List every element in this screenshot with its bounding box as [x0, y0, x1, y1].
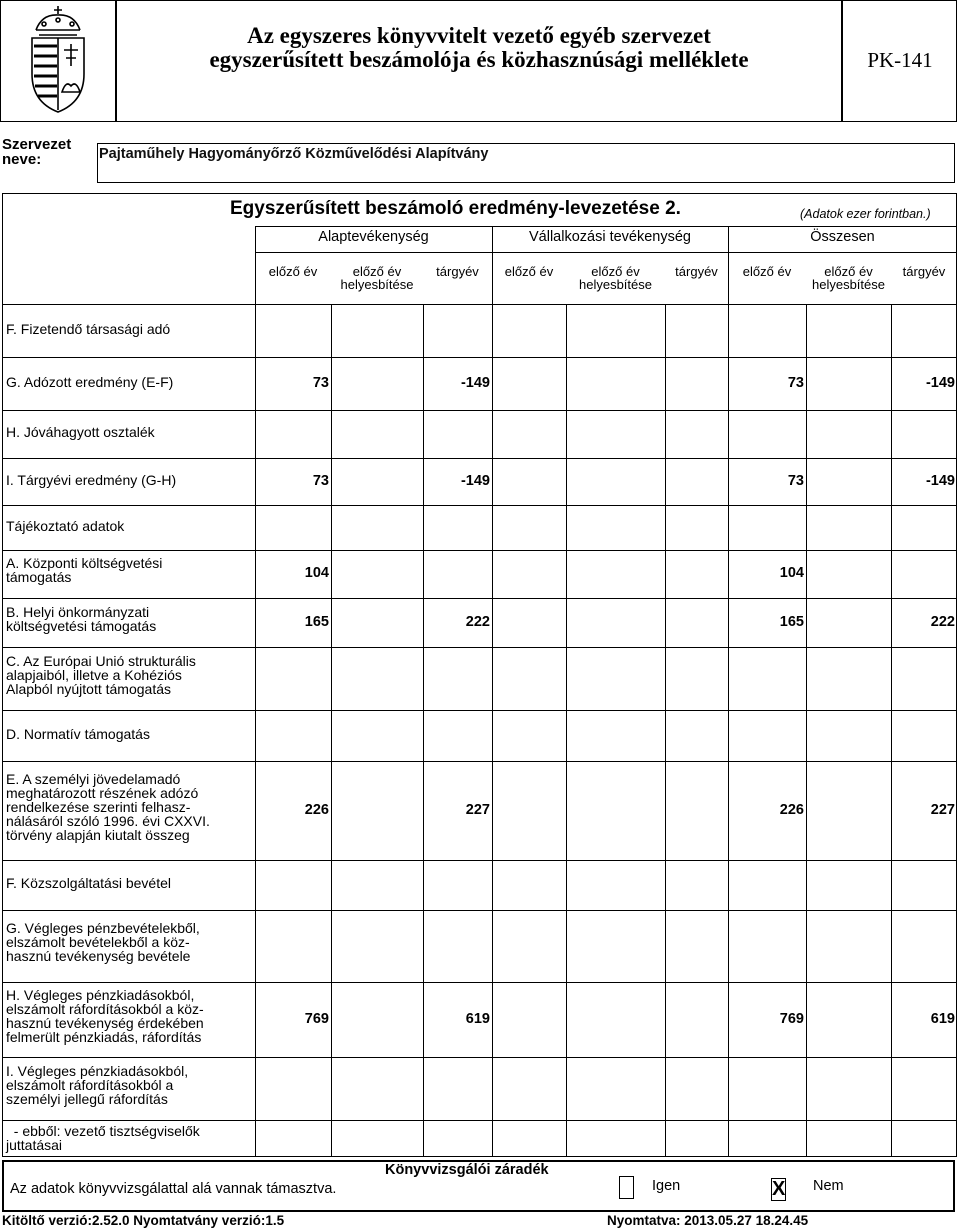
- column-header: [887, 265, 960, 278]
- row-label-line: I. Végleges pénzkiadásokból,: [6, 1063, 189, 1079]
- row-label: [6, 425, 254, 439]
- table-cell[interactable]: 227: [930, 802, 955, 818]
- column-divider: [665, 304, 666, 1157]
- table-cell[interactable]: 226: [779, 802, 804, 818]
- row-label-line: nálásáról szóló 1996. évi CXXVI.: [6, 813, 210, 829]
- form-title-line2: egyszerűsített beszámolója és közhasznúsági melléklete: [209, 47, 749, 72]
- row-label-line: rendelkezése szerinti felhasz-: [6, 799, 191, 815]
- table-cell[interactable]: 619: [930, 1011, 955, 1027]
- column-header-line1: előző év: [824, 264, 873, 279]
- group-header: Vállalkozási tevékenység: [528, 229, 691, 245]
- column-divider: [728, 304, 729, 1157]
- column-divider: [423, 304, 424, 1157]
- column-header-line1: előző év: [742, 264, 792, 279]
- row-label: [6, 988, 254, 1044]
- row-rule: [2, 860, 957, 861]
- audit-clause-title: Könyvvizsgálói záradék: [385, 1162, 549, 1178]
- row-label-line: D. Normatív támogatás: [6, 726, 150, 742]
- row-label: [6, 921, 254, 963]
- row-label: [6, 473, 254, 487]
- row-label-line: Alapból nyújtott támogatás: [6, 681, 171, 697]
- table-cell[interactable]: 165: [779, 614, 804, 630]
- table-cell[interactable]: 227: [465, 802, 490, 818]
- table-cell[interactable]: 73: [787, 375, 804, 391]
- column-header-line1: tárgyév: [436, 264, 479, 279]
- row-label-line: személyi jellegű ráfordítás: [6, 1091, 168, 1107]
- print-timestamp: Nyomtatva: 2013.05.27 18.24.45: [607, 1213, 809, 1228]
- column-header-line2: helyesbítése: [579, 277, 652, 292]
- header-divider-left: [115, 0, 117, 122]
- header-rule: [255, 226, 957, 227]
- table-cell[interactable]: -149: [460, 473, 490, 489]
- coat-of-arms-icon: [22, 4, 94, 116]
- audit-no-label: Nem: [813, 1178, 844, 1194]
- column-header: [802, 265, 895, 291]
- audit-clause-text: Az adatok könyvvizsgálattal alá vannak támasztva.: [10, 1181, 337, 1197]
- column-divider: [891, 304, 892, 1157]
- row-rule: [2, 598, 957, 599]
- row-label-line: költségvetési támogatás: [6, 618, 157, 634]
- table-cell[interactable]: 73: [312, 473, 329, 489]
- organization-label: [2, 137, 71, 167]
- version-info: Kitöltő verzió:2.52.0 Nyomtatvány verzió:1.5: [2, 1213, 285, 1228]
- table-cell[interactable]: 222: [930, 614, 955, 630]
- form-title-line1: Az egyszeres könyvvitelt vezető egyéb szervezet: [247, 23, 711, 48]
- column-divider: [255, 304, 256, 1157]
- row-label: [6, 654, 254, 696]
- table-cell[interactable]: 619: [465, 1011, 490, 1027]
- row-label-line: felmerült pénzkiadás, ráfordítás: [6, 1029, 202, 1045]
- column-divider: [492, 304, 493, 1157]
- table-cell[interactable]: 226: [304, 802, 329, 818]
- unit-note: (Adatok ezer forintban.): [800, 207, 931, 221]
- row-label: [6, 322, 254, 336]
- row-label-line: elszámolt bevételekből a köz-: [6, 934, 190, 950]
- row-label: [6, 375, 254, 389]
- form-title: [118, 24, 840, 72]
- table-cell[interactable]: 73: [787, 473, 804, 489]
- table-cell[interactable]: 104: [779, 565, 804, 581]
- table-cell[interactable]: 104: [304, 565, 329, 581]
- table-cell[interactable]: -149: [460, 375, 490, 391]
- column-header-line1: előző év: [591, 264, 640, 279]
- column-header-line2: helyesbítése: [340, 277, 414, 292]
- row-rule: [2, 410, 957, 411]
- audit-yes-checkbox[interactable]: [619, 1176, 634, 1199]
- column-header: [562, 265, 669, 291]
- row-label: [6, 772, 254, 842]
- row-label-line: törvény alapján kiutalt összeg: [6, 827, 190, 843]
- row-label-line: C. Az Európai Unió strukturális: [6, 653, 196, 669]
- table-title: Egyszerűsített beszámoló eredmény-levezetése 2.: [230, 198, 681, 219]
- row-label-line: H. Végleges pénzkiadásokból,: [6, 987, 195, 1003]
- column-header: [661, 265, 732, 278]
- column-header: [724, 265, 810, 278]
- row-label-line: elszámolt ráfordításokból a köz-: [6, 1001, 204, 1017]
- row-label-line: meghatározott részének adózó: [6, 785, 199, 801]
- row-rule: [2, 710, 957, 711]
- row-label-line: hasznú tevékenység bevétele: [6, 948, 191, 964]
- group-rule: [255, 252, 957, 253]
- row-label-line: F. Fizetendő társasági adó: [6, 321, 171, 337]
- group-header: Alaptevékenység: [318, 229, 429, 245]
- organization-label-line1: Szervezet: [2, 136, 72, 153]
- column-header: [419, 265, 496, 278]
- column-header-line1: tárgyév: [902, 264, 946, 279]
- row-label-line: támogatás: [6, 569, 72, 585]
- column-divider: [806, 304, 807, 1157]
- audit-no-checkbox[interactable]: X: [772, 1178, 786, 1200]
- row-label-line: A. Központi költségvetési: [6, 555, 163, 571]
- audit-yes-label: Igen: [652, 1178, 681, 1194]
- row-label: [6, 556, 254, 584]
- column-divider: [566, 304, 567, 1157]
- row-label-line: G. Adózott eredmény (E-F): [6, 374, 174, 390]
- organization-name-value: Pajtaműhely Hagyományőrző Közművelődési Alapítvány: [99, 146, 489, 162]
- group-header: Összesen: [810, 229, 875, 245]
- column-header: [488, 265, 570, 278]
- row-label-line: Tájékoztató adatok: [6, 518, 125, 534]
- table-cell[interactable]: 73: [312, 375, 329, 391]
- form-code: PK-141: [867, 48, 933, 72]
- table-cell[interactable]: 769: [304, 1011, 329, 1027]
- row-label: [6, 1124, 254, 1152]
- row-rule: [2, 458, 957, 459]
- row-label-line: - ebből: vezető tisztségviselők: [6, 1123, 200, 1139]
- row-label-line: alapjaiból, illetve a Kohéziós: [6, 667, 182, 683]
- table-cell[interactable]: 165: [304, 614, 329, 630]
- column-header: [327, 265, 427, 291]
- row-label-line: G. Végleges pénzbevételekből,: [6, 920, 200, 936]
- row-rule: [2, 505, 957, 506]
- row-label: [6, 1064, 254, 1106]
- row-label-line: hasznú tevékenység érdekében: [6, 1015, 204, 1031]
- table-cell[interactable]: -149: [925, 375, 955, 391]
- row-label: [6, 605, 254, 633]
- organization-label-line2: neve:: [2, 151, 42, 168]
- row-label-line: B. Helyi önkormányzati: [6, 604, 150, 620]
- row-rule: [2, 357, 957, 358]
- row-rule: [2, 304, 957, 305]
- column-header-line1: előző év: [268, 264, 318, 279]
- table-cell[interactable]: 769: [779, 1011, 804, 1027]
- row-label-line: I. Tárgyévi eredmény (G-H): [6, 472, 177, 488]
- row-rule: [2, 550, 957, 551]
- row-rule: [2, 1120, 957, 1121]
- row-label-line: juttatásai: [6, 1137, 63, 1153]
- row-label-line: H. Jóváhagyott osztalék: [6, 424, 155, 440]
- column-header-line1: előző év: [352, 264, 402, 279]
- row-rule: [2, 910, 957, 911]
- row-rule: [2, 647, 957, 648]
- row-label: [6, 519, 254, 533]
- row-label-line: F. Közszolgáltatási bevétel: [6, 875, 171, 891]
- column-header-line2: helyesbítése: [812, 277, 885, 292]
- row-rule: [2, 982, 957, 983]
- column-divider: [331, 304, 332, 1157]
- column-header-line1: tárgyév: [675, 264, 718, 279]
- row-label-line: E. A személyi jövedelamadó: [6, 771, 181, 787]
- row-label: [6, 876, 254, 890]
- row-label-line: elszámolt ráfordításokból a: [6, 1077, 174, 1093]
- row-rule: [2, 1057, 957, 1058]
- table-cell[interactable]: -149: [925, 473, 955, 489]
- table-cell[interactable]: 222: [465, 614, 490, 630]
- row-label: [6, 727, 254, 741]
- column-header: [251, 265, 335, 278]
- row-rule: [2, 761, 957, 762]
- column-header-line1: előző év: [504, 264, 554, 279]
